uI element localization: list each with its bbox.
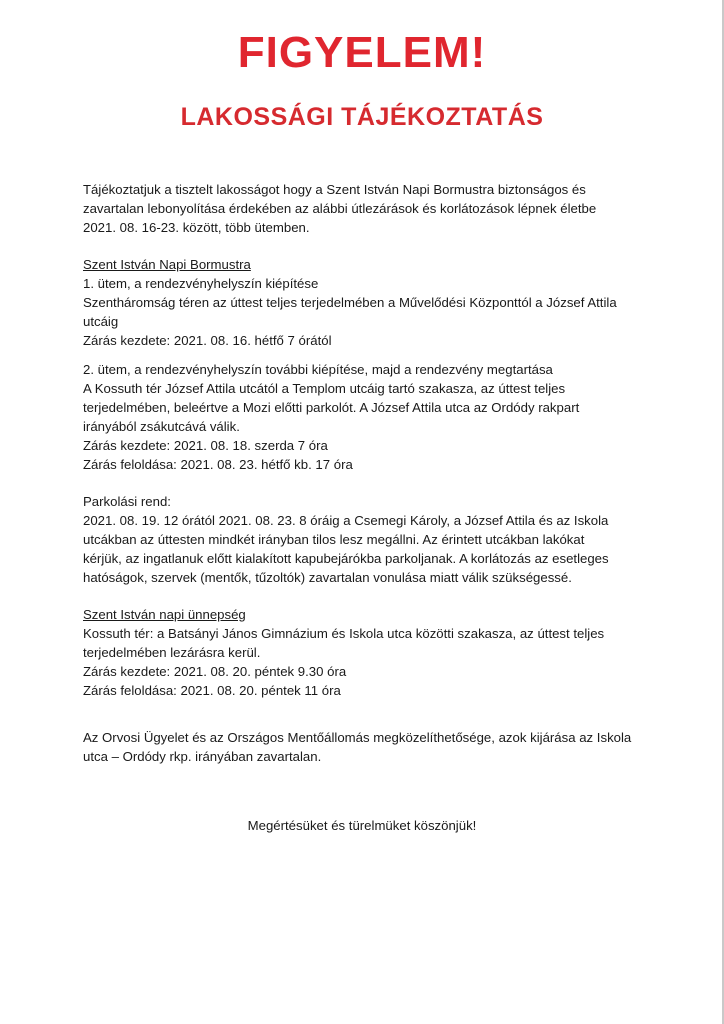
section-heading-ceremony: Szent István napi ünnepség	[83, 607, 246, 622]
phase2-text: terjedelmében, beleértve a Mozi előtti parkolót. A József Attila utca az Ordódy rakpart	[83, 400, 580, 415]
parking-heading: Parkolási rend:	[83, 494, 171, 509]
access-info-line: utca – Ordódy rkp. irányában zavartalan.	[83, 749, 322, 764]
notice-body	[83, 180, 643, 710]
phase2-section	[83, 360, 643, 474]
page-subtitle: LAKOSSÁGI TÁJÉKOZTATÁS	[180, 103, 544, 131]
phase2-title: 2. ütem, a rendezvényhelyszín további kiépítése, majd a rendezvény megtartása	[83, 362, 553, 377]
phase1-text: Szentháromság téren az úttest teljes terjedelmében a Művelődési Központtól a József Attila	[83, 295, 617, 310]
intro-line: zavartalan lebonyolítása érdekében az alábbi útlezárások és korlátozások lépnek életbe	[83, 201, 597, 216]
phase1-start: Zárás kezdete: 2021. 08. 16. hétfő 7 órától	[83, 333, 332, 348]
parking-text: hatóságok, szervek (mentők, tűzoltók) zavartalan vonulása miatt válik szükségessé.	[83, 570, 572, 585]
ceremony-text: Kossuth tér: a Batsányi János Gimnázium és Iskola utca közötti szakasza, az úttest teljes	[83, 626, 605, 641]
intro-line: 2021. 08. 16-23. között, több ütemben.	[83, 220, 310, 235]
phase1-section	[83, 255, 643, 350]
access-info	[83, 728, 643, 766]
ceremony-start: Zárás kezdete: 2021. 08. 20. péntek 9.30 óra	[83, 664, 347, 679]
intro-line: Tájékoztatjuk a tisztelt lakosságot hogy a Szent István Napi Bormustra biztonságos és	[83, 182, 586, 197]
intro-paragraph	[83, 180, 643, 237]
phase2-text: irányából zsákutcává válik.	[83, 419, 240, 434]
ceremony-end: Zárás feloldása: 2021. 08. 20. péntek 11 óra	[83, 683, 341, 698]
parking-text: kérjük, az ingatlanuk előtt kialakított kapubejárókba parkoljanak. A korlátozás az esetleges	[83, 551, 609, 566]
section-heading-bormustra: Szent István Napi Bormustra	[83, 257, 251, 272]
phase2-end: Zárás feloldása: 2021. 08. 23. hétfő kb. 17 óra	[83, 457, 353, 472]
phase2-text: A Kossuth tér József Attila utcától a Templom utcáig tartó szakasza, az úttest teljes	[83, 381, 566, 396]
access-info-line: Az Orvosi Ügyelet és az Országos Mentőállomás megközelíthetősége, azok kijárása az Iskola	[83, 730, 632, 745]
parking-text: utcákban az úttesten mindkét irányban tilos lesz megállni. Az érintett utcákban lakókat	[83, 532, 585, 547]
ceremony-section	[83, 605, 643, 700]
ceremony-text: terjedelmében lezárásra kerül.	[83, 645, 261, 660]
thanks-message: Megértésüket és türelmüket köszönjük!	[247, 818, 477, 833]
phase1-text: utcáig	[83, 314, 119, 329]
phase2-start: Zárás kezdete: 2021. 08. 18. szerda 7 óra	[83, 438, 328, 453]
parking-text: 2021. 08. 19. 12 órától 2021. 08. 23. 8 óráig a Csemegi Károly, a József Attila és az Iskola	[83, 513, 609, 528]
phase1-title: 1. ütem, a rendezvényhelyszín kiépítése	[83, 276, 319, 291]
page-title: FIGYELEM!	[237, 28, 487, 77]
parking-section	[83, 492, 643, 587]
